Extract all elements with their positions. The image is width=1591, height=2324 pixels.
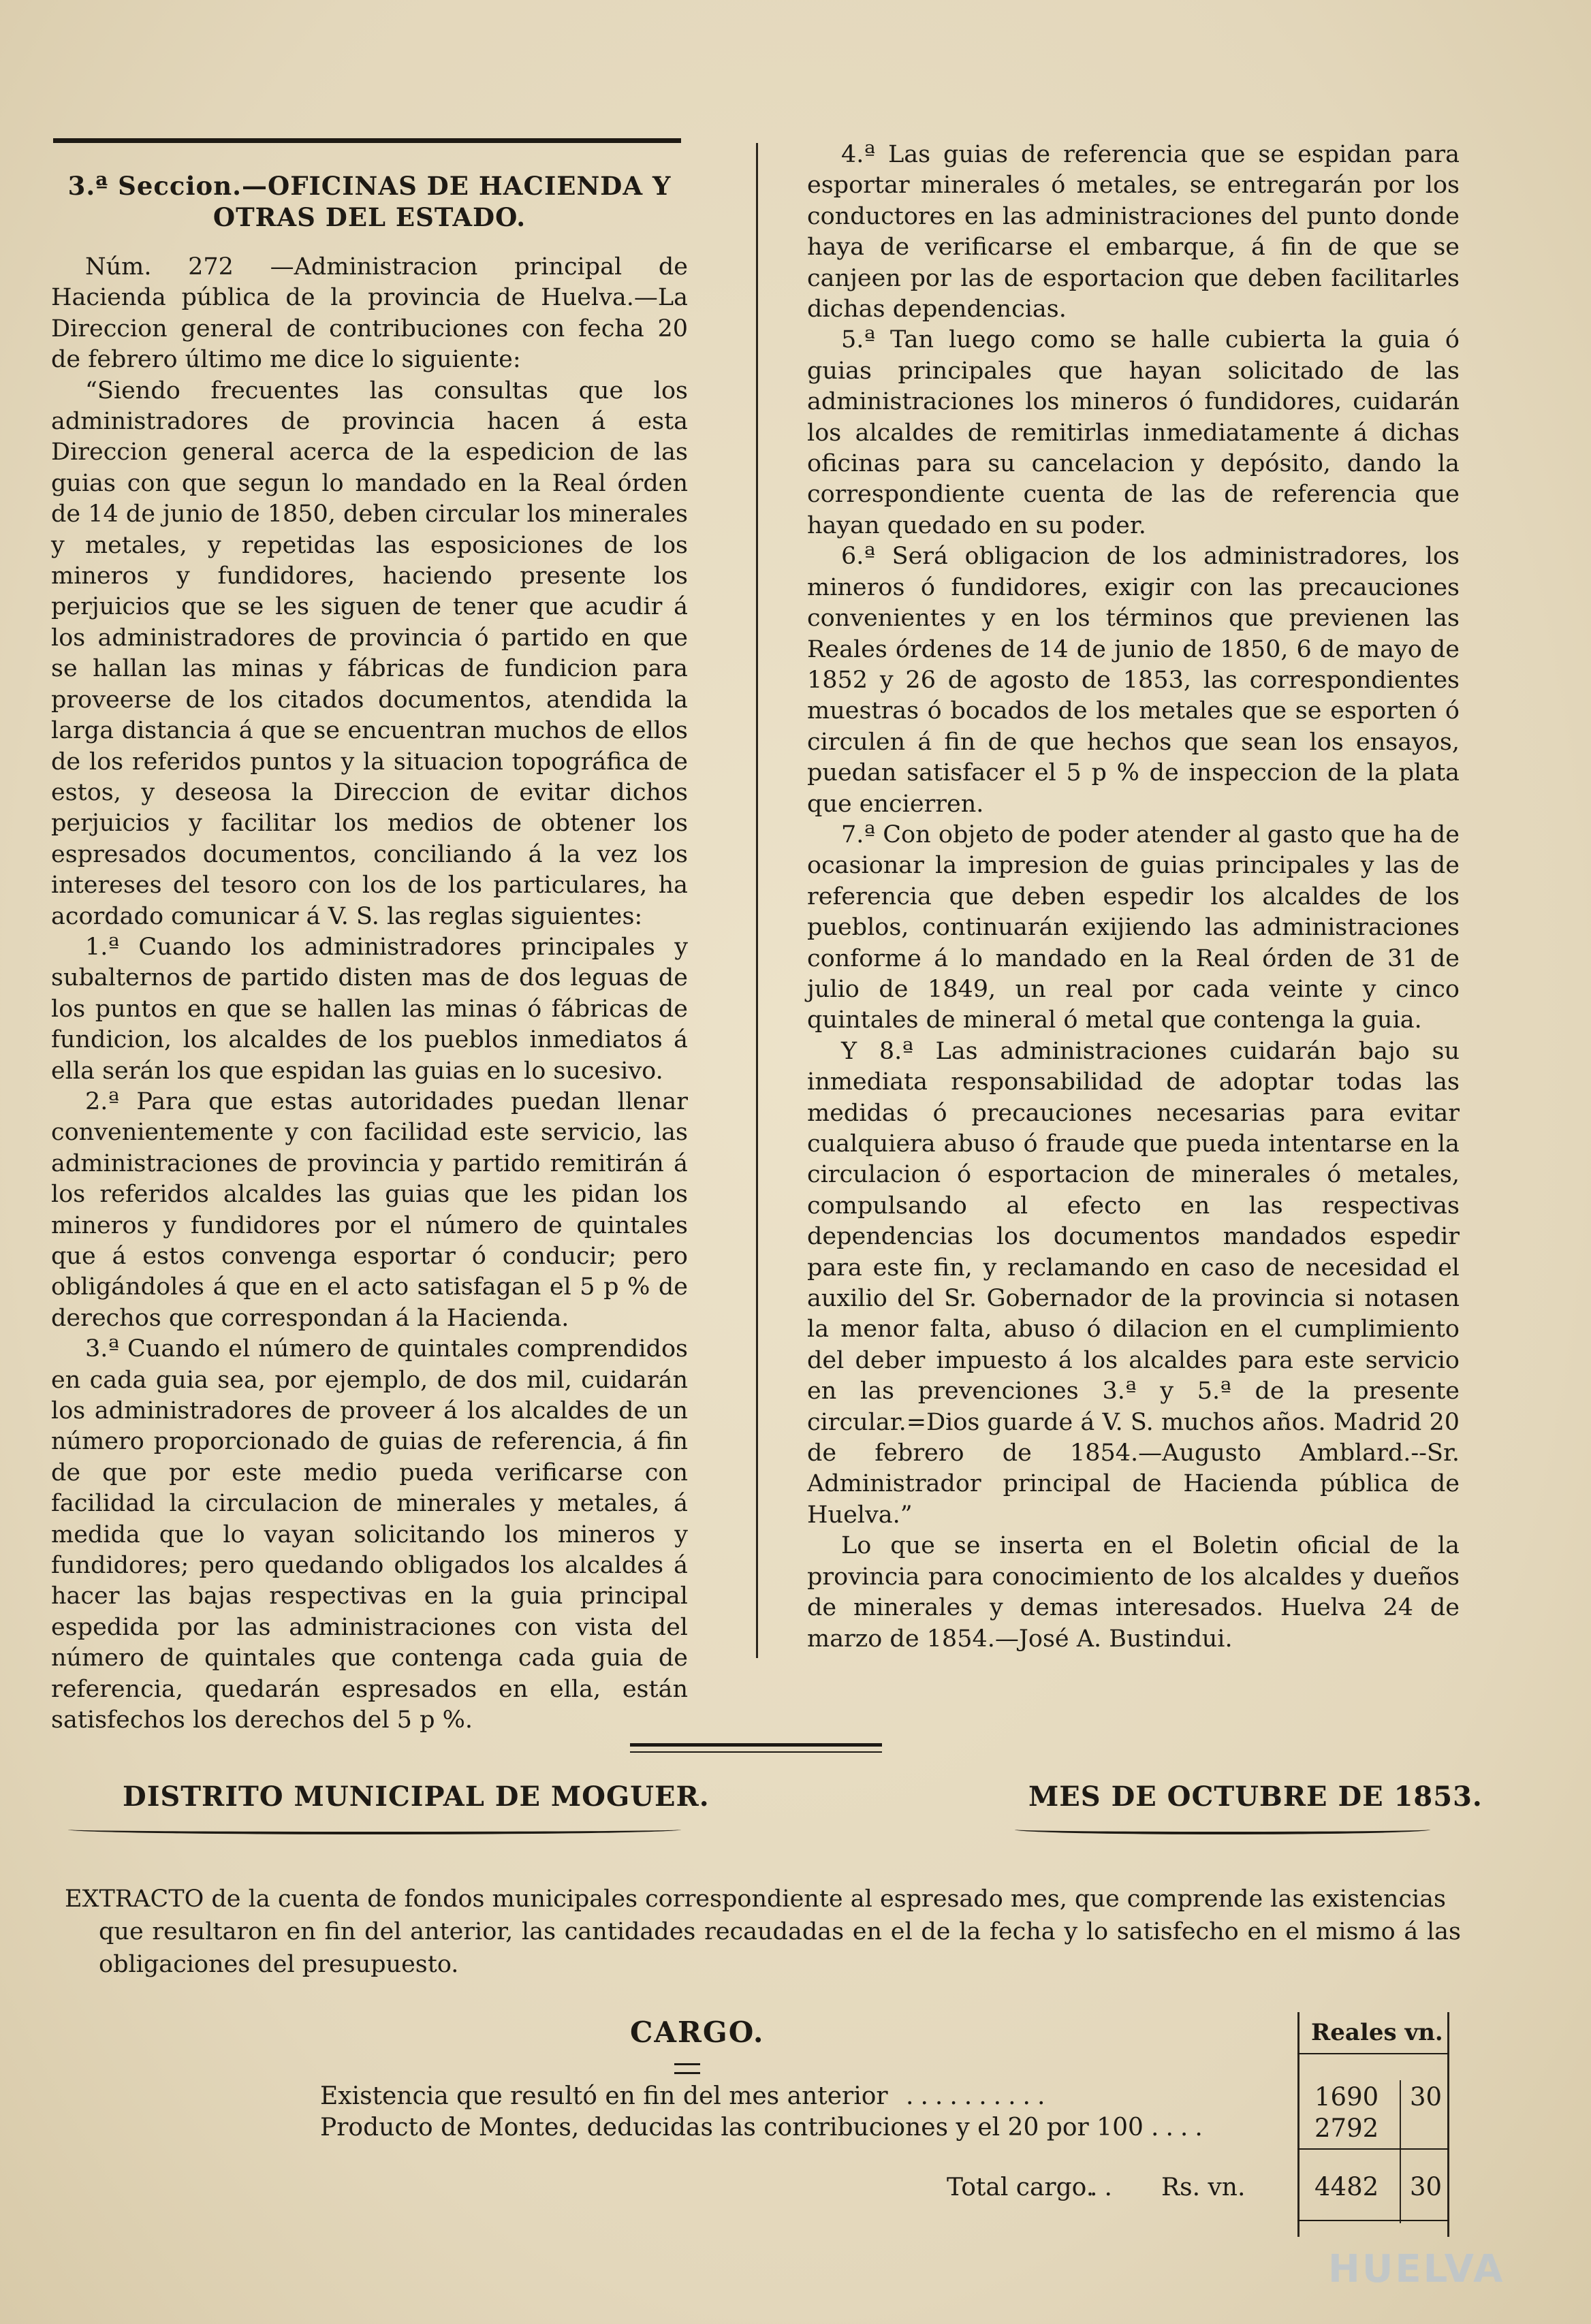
section-separator-lower (630, 1751, 882, 1753)
paragraph-quote: “Siendo frecuentes las consultas que los administradores de provincia hacen á esta Direccion general acerca de la espedicion de las guias con que segun lo mandado en la Real órden de 14 de junio de 1850, deben circular los minerales y metales, y repetidas las esposiciones de los mineros y fundidores, haciendo presente los perjuicios que se les siguen de tener que acudir á los administradores de provincia ó partido en que se hallan las minas y fábricas de fundicion para proveerse de los citados documentos, atendida la larga distancia á que se encuentran muchos de ellos de los referidos puntos y la situacion topográfica de estos, y deseosa la Direccion de evitar dichos perjuicios y facilitar los medios de obtener los espresados documentos, conciliando á la vez los intereses del tesoro con los de los particulares, ha acordado comunicar á V. S. las reglas siguientes: (51, 377, 688, 930)
total-rule (1297, 2220, 1449, 2221)
cargo-row-label: Producto de Montes, deducidas las contribuciones y el 20 por 100 (320, 2114, 1144, 2142)
section-heading (51, 170, 688, 233)
currency-column-header: Reales vn. (1311, 2019, 1443, 2046)
section-separator-upper (630, 1743, 882, 1747)
total-reales: 4482 (1314, 2172, 1379, 2201)
month-title: MES DE OCTUBRE DE 1853. (1028, 1781, 1483, 1813)
extracto-paragraph (65, 1883, 1461, 1981)
paragraph-rule-3: 3.ª Cuando el número de quintales comprendidos en cada guia sea, por ejemplo, de dos mil, cuidarán los administradores de proveer á los alcaldes de un número proporcionado de guias de referencia, á fin de que por este medio pueda verificarse con facilidad la circulacion de minerales y metales, á medida que lo vayan solicitando los mineros y fundidores; pero quedando obligados los alcaldes á hacer las bajas respectivas en la guia principal espedida por las administraciones con vista del número de quintales que contenga cada guia de referencia, quedarán espresados en ella, están satisfechos los derechos del 5 p %. (51, 1335, 688, 1734)
amount-column-left-border (1297, 2012, 1299, 2237)
paragraph-rule-7: 7.ª Con objeto de poder atender al gasto que ha de ocasionar la impresion de guias principales y las de referencia que deben espedir los alcaldes de los pueblos, continuarán exijiendo las administraciones conforme á lo mandado en la Real órden de 31 de julio de 1849, un real por cada veinte y cinco quintales de mineral ó metal que contenga la guia. (807, 821, 1460, 1034)
column-divider (756, 143, 758, 1658)
cargo-row-label: Existencia que resultó en fin del mes anterior (320, 2082, 888, 2110)
cargo-title-underline (674, 2063, 700, 2074)
section-heading-line1: 3.ª Seccion.—OFICINAS DE HACIENDA Y (67, 171, 672, 201)
paragraph-rule-5: 5.ª Tan luego como se halle cubierta la guia ó guias principales que hayan solicitado de las administraciones los mineros ó fundidores, cuidarán los alcaldes de remitirlas inmediatamente á dichas oficinas para su cancelacion y depósito, dando la correspondiente cuenta de las de referencia que hayan quedado en su poder. (807, 326, 1460, 539)
currency-header-underline (1297, 2053, 1449, 2054)
paragraph-rule-8: Y 8.ª Las administraciones cuidarán bajo su inmediata responsabilidad de adoptar todas las medidas ó precauciones necesarias para evitar cualquiera abuso ó fraude que pueda intentarse en la circulacion ó esportacion de minerales ó metales, compulsando al efecto en las respectivas dependencias los documentos mandados espedir para este fin, y reclamando en caso de necesidad el auxilio del Sr. Gobernador de la provincia si notasen la menor falta, abuso ó dilacion en el cumplimiento del deber impuesto á los alcaldes para este servicio en las prevenciones 3.ª y 5.ª de la presente circular.=Dios guarde á V. S. muchos años. Madrid 20 de febrero de 1854.—Augusto Amblard.--Sr. Administrador principal de Hacienda pública de Huelva.” (807, 1037, 1460, 1529)
paragraph-rule-6: 6.ª Será obligacion de los administradores, los mineros ó fundidores, exigir con las precauciones convenientes y en los términos que previenen las Reales órdenes de 14 de junio de 1850, 6 de mayo de 1852 y 26 de agosto de 1853, las correspondientes muestras ó bocados de los metales que se esporten ó circulen á fin de que hechos que sean los ensayos, puedan satisfacer el 5 p % de inspeccion de la plata que encierren. (807, 543, 1460, 818)
district-title-flourish (68, 1825, 681, 1834)
cargo-title: CARGO. (630, 2016, 765, 2049)
cargo-row-reales: 2792 (1314, 2114, 1379, 2143)
extracto-first-line: EXTRACTO de la cuenta de fondos municipales correspondiente al espresado mes, que comprende las existencias (65, 1885, 1446, 1913)
top-rule-left (53, 138, 681, 143)
total-leader: .. (1090, 2174, 1119, 2201)
paragraph-intro: Núm. 272 —Administracion principal de Hacienda pública de la provincia de Huelva.—La Direccion general de contribuciones con fecha 20 de febrero último me dice lo siguiente: (51, 253, 688, 374)
left-column (51, 170, 688, 1736)
paragraph-rule-1: 1.ª Cuando los administradores principales y subalternos de partido disten mas de dos leguas de los puntos en que se hallen las minas ó fábricas de fundicion, los alcaldes de los pueblos inmediatos á ella serán los que espidan las guias en lo sucesivo. (51, 933, 688, 1085)
cargo-row-reales: 1690 (1314, 2082, 1379, 2112)
cargo-row-cents: 30 (1410, 2082, 1443, 2112)
total-label: Total cargo. (947, 2174, 1094, 2201)
extracto-continuation: que resultaron en fin del anterior, las cantidades recaudadas en el de la fecha y lo satisfecho en el mismo á las obligaciones del presupuesto. (99, 1918, 1461, 1978)
paragraph-publication-note: Lo que se inserta en el Boletin oficial de la provincia para conocimiento de los alcaldes y dueños de minerales y demas interesados. Huelva 24 de marzo de 1854.—José A. Bustindui. (807, 1532, 1460, 1653)
total-unit: Rs. vn. (1161, 2174, 1246, 2201)
month-title-flourish (1015, 1825, 1430, 1834)
district-title: DISTRITO MUNICIPAL DE MOGUER. (123, 1781, 710, 1813)
subtotal-rule (1297, 2148, 1449, 2150)
total-cents: 30 (1410, 2172, 1443, 2201)
paragraph-rule-4: 4.ª Las guias de referencia que se espidan para esportar minerales ó metales, se entregarán por los conductores en las administraciones del punto donde haya de verificarse el embarque, á fin de que se canjeen por las de esportacion que deben facilitarles dichas dependencias. (807, 141, 1460, 323)
amount-column-right-border (1447, 2012, 1449, 2237)
paragraph-rule-2: 2.ª Para que estas autoridades puedan llenar convenientemente y con facilidad este servicio, las administraciones de provincia y partido remitirán á los referidos alcaldes las guias que les pidan los mineros y fundidores por el número de quintales que á estos convenga esportar ó conducir; pero obligándoles á que en el acto satisfagan el 5 p % de derechos que correspondan á la Hacienda. (51, 1087, 688, 1332)
right-column (807, 140, 1460, 1655)
section-heading-line2: OTRAS DEL ESTADO. (212, 202, 526, 232)
cargo-row-leader: .... (1151, 2114, 1210, 2142)
cargo-row-leader: .......... (906, 2082, 1052, 2110)
cents-column-divider (1400, 2080, 1401, 2223)
archive-watermark: HUELVA (1328, 2247, 1505, 2291)
